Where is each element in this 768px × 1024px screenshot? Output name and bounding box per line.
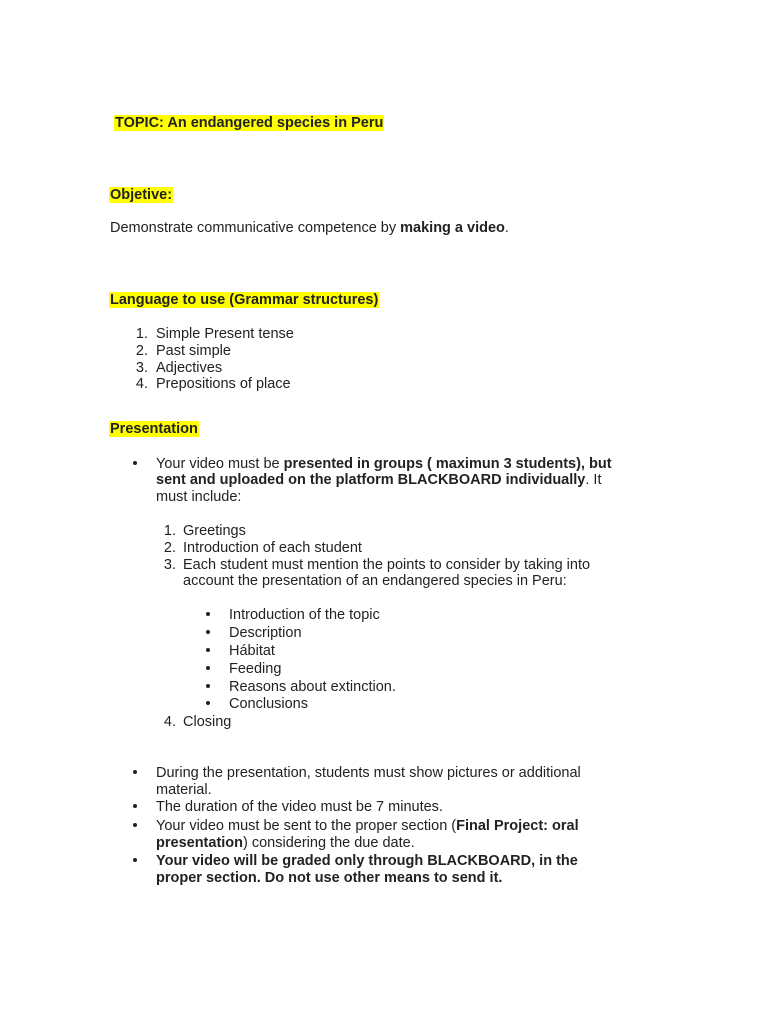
- grammar-item: Prepositions of place: [156, 376, 291, 392]
- presentation-intro-line-3: must include:: [156, 489, 242, 505]
- point-item: Hábitat: [229, 643, 275, 659]
- bullet-icon: [204, 625, 212, 642]
- step-item: Closing: [183, 714, 232, 730]
- bullet-icon: [204, 696, 212, 713]
- step-number: 2.: [163, 540, 176, 556]
- objective-heading: [109, 187, 173, 204]
- step-item: Each student must mention the points to consider by taking into: [183, 557, 591, 573]
- grammar-item-number: 3.: [135, 360, 148, 376]
- bullet-icon: [204, 643, 212, 660]
- language-heading: [109, 292, 379, 309]
- point-item: Conclusions: [229, 696, 308, 712]
- topic-heading: [114, 115, 384, 132]
- objective-heading-text: Objetive:: [110, 187, 173, 203]
- bullet-icon: [131, 456, 139, 473]
- bullet-icon: [131, 818, 139, 835]
- step-number: 4.: [163, 714, 176, 730]
- point-item: Introduction of the topic: [229, 607, 380, 623]
- point-item: Reasons about extinction.: [229, 679, 396, 695]
- note-item-continued: presentation) considering the due date.: [156, 835, 415, 851]
- step-number: 3.: [163, 557, 176, 573]
- bullet-icon: [204, 661, 212, 678]
- topic-text: TOPIC: An endangered species in Peru: [115, 115, 384, 131]
- bullet-icon: [131, 853, 139, 870]
- presentation-intro-line-2: sent and uploaded on the platform BLACKBOARD individually. It: [156, 472, 602, 488]
- grammar-item: Past simple: [156, 343, 231, 359]
- note-item: During the presentation, students must show pictures or additional: [156, 765, 581, 781]
- note-item: The duration of the video must be 7 minutes.: [156, 799, 443, 815]
- grammar-item: Simple Present tense: [156, 326, 294, 342]
- bullet-icon: [131, 799, 139, 816]
- note-item-continued: proper section. Do not use other means to send it.: [156, 870, 503, 886]
- point-item: Description: [229, 625, 302, 641]
- step-item-continued: account the presentation of an endangered species in Peru:: [183, 573, 567, 589]
- note-item-continued: material.: [156, 782, 212, 798]
- bullet-icon: [131, 765, 139, 782]
- presentation-intro-line-1: Your video must be presented in groups ( maximun 3 students), but: [156, 456, 612, 472]
- step-number: 1.: [163, 523, 176, 539]
- point-item: Feeding: [229, 661, 282, 677]
- note-item: Your video must be sent to the proper section (Final Project: oral: [156, 818, 579, 834]
- presentation-heading: [109, 421, 199, 438]
- grammar-item-number: 4.: [135, 376, 148, 392]
- bullet-icon: [204, 679, 212, 696]
- step-item: Introduction of each student: [183, 540, 362, 556]
- language-heading-text: Language to use (Grammar structures): [110, 292, 379, 308]
- grammar-item: Adjectives: [156, 360, 223, 376]
- grammar-item-number: 2.: [135, 343, 148, 359]
- presentation-heading-text: Presentation: [110, 421, 198, 437]
- grammar-item-number: 1.: [135, 326, 148, 342]
- bullet-icon: [204, 607, 212, 624]
- note-item: Your video will be graded only through BLACKBOARD, in the: [156, 853, 578, 869]
- step-item: Greetings: [183, 523, 246, 539]
- objective-text: Demonstrate communicative competence by making a video.: [110, 220, 509, 236]
